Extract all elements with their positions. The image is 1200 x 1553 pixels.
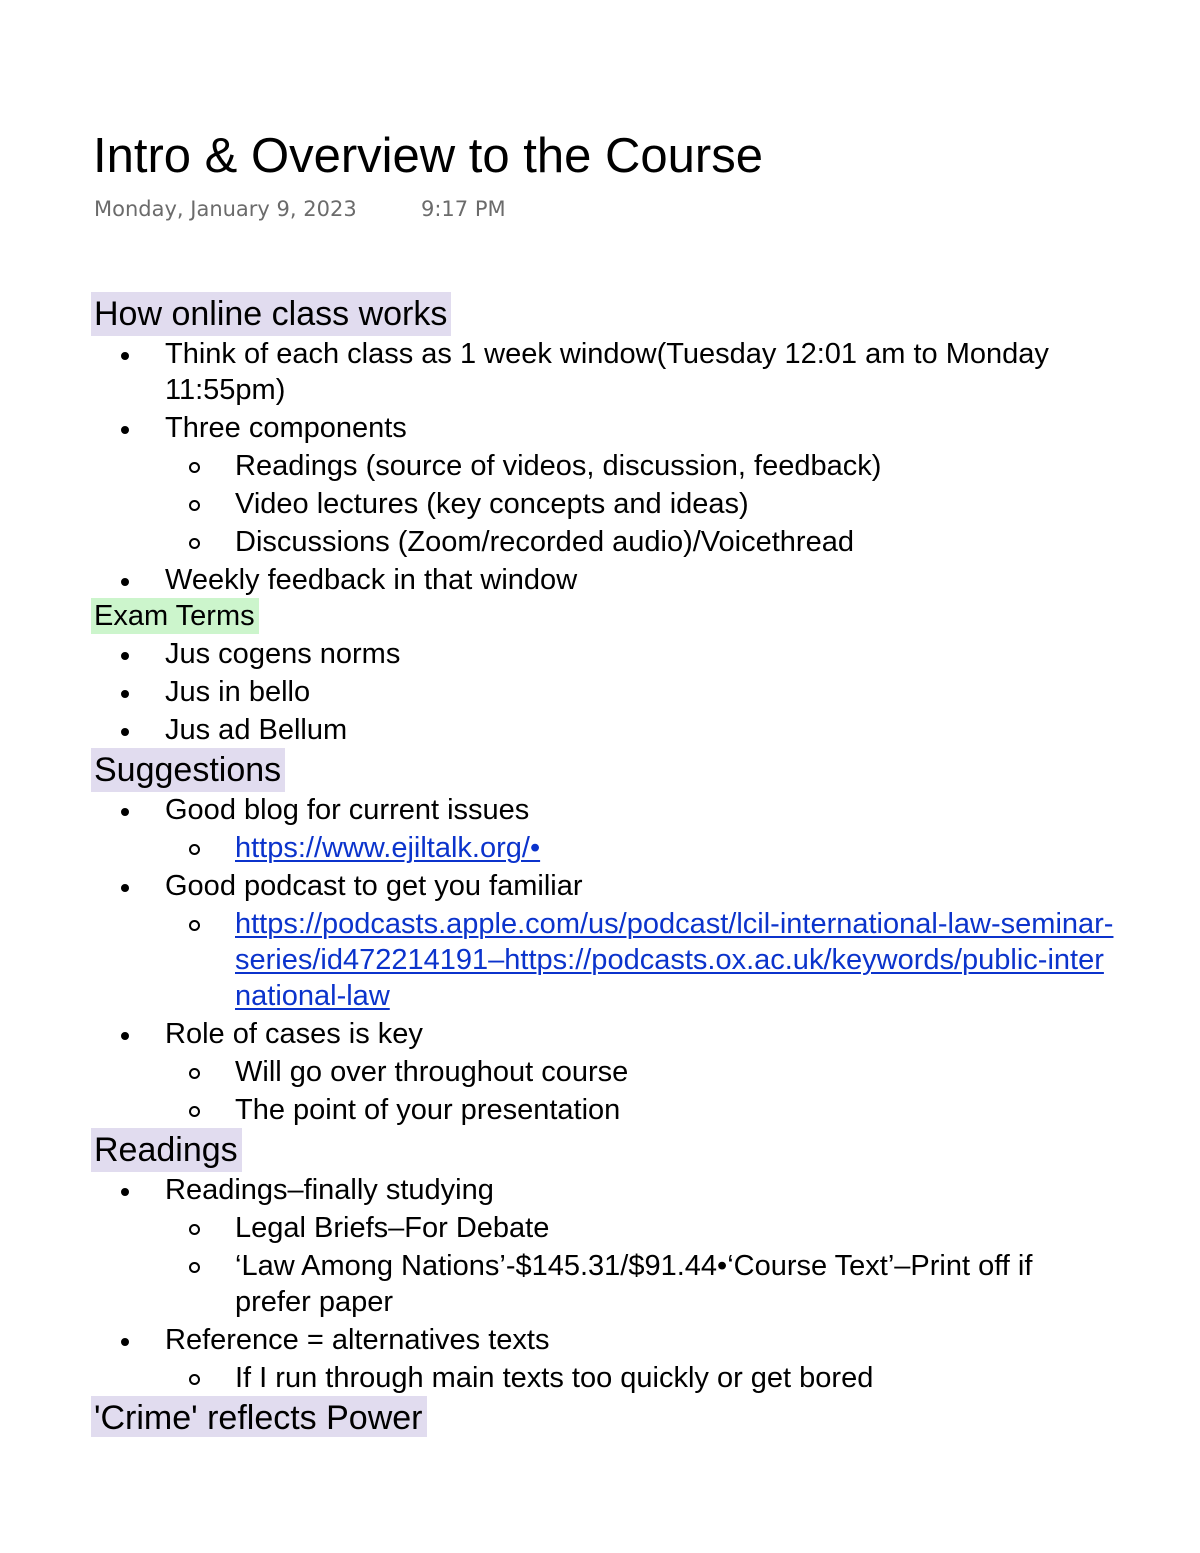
list-item-text: The point of your presentation	[235, 1094, 621, 1126]
list-item	[0, 448, 1200, 484]
list-item	[0, 524, 1200, 560]
list-item	[0, 1054, 1200, 1090]
circle-bullet-icon	[189, 1224, 200, 1235]
list-item-text: Think of each class as 1 week window(Tuesday 12:01 am to Monday 11:55pm)	[165, 338, 1049, 406]
list-item	[0, 336, 1200, 408]
bullet-icon	[121, 728, 129, 736]
list-item	[0, 1248, 1200, 1320]
section-exam	[0, 598, 1200, 636]
list-item-text: ‘Law Among Nations’-$145.31/$91.44•‘Course Text’–Print off if prefer paper	[235, 1250, 1033, 1318]
bullet-icon	[121, 1188, 129, 1196]
list-item-text: Good podcast to get you familiar	[165, 870, 583, 902]
section-suggestions	[0, 748, 1200, 792]
circle-bullet-icon	[189, 500, 200, 511]
circle-bullet-icon	[189, 920, 200, 931]
list-item-text: Reference = alternatives texts	[165, 1324, 550, 1356]
list-item	[0, 830, 1200, 866]
bullet-icon	[121, 808, 129, 816]
section-readings	[0, 1128, 1200, 1172]
list-item	[0, 674, 1200, 710]
page-date: Monday, January 9, 2023	[94, 197, 357, 221]
list-item-text: Jus in bello	[165, 676, 311, 708]
list-item-text: Video lectures (key concepts and ideas)	[235, 488, 749, 520]
list-item-text: Discussions (Zoom/recorded audio)/Voicethread	[235, 526, 854, 558]
circle-bullet-icon	[189, 1262, 200, 1273]
list-item-text: Three components	[165, 412, 407, 444]
list-item-text: Jus ad Bellum	[165, 714, 348, 746]
bullet-icon	[121, 690, 129, 698]
list-item-text: Legal Briefs–For Debate	[235, 1212, 550, 1244]
list-item-text: Will go over throughout course	[235, 1056, 629, 1088]
circle-bullet-icon	[189, 844, 200, 855]
list-item-text: Good blog for current issues	[165, 794, 530, 826]
podcast-link[interactable]: https://podcasts.apple.com/us/podcast/lcil-international-law-seminar-series/id472214191–https://podcasts.ox.ac.uk/keywords/public-international-law	[235, 908, 1114, 1012]
bullet-icon	[121, 652, 129, 660]
list-item	[0, 636, 1200, 672]
bullet-icon	[121, 1032, 129, 1040]
list-readings	[0, 1172, 1200, 1396]
list-item	[0, 1092, 1200, 1128]
page-title: Intro & Overview to the Course	[93, 129, 763, 183]
list-item	[0, 712, 1200, 748]
bullet-icon	[121, 352, 129, 360]
list-item-text: Readings (source of videos, discussion, feedback)	[235, 450, 882, 482]
list-item	[0, 1322, 1200, 1358]
page-time: 9:17 PM	[421, 197, 506, 221]
list-exam	[0, 636, 1200, 748]
heading-exam: Exam Terms	[91, 598, 259, 634]
note-content	[0, 292, 1200, 1437]
heading-readings: Readings	[91, 1128, 242, 1172]
section-crime	[0, 1396, 1200, 1437]
list-item	[0, 906, 1200, 1014]
list-item	[0, 1172, 1200, 1208]
bullet-icon	[121, 426, 129, 434]
list-item-text: Weekly feedback in that window	[165, 564, 578, 596]
list-item-text: Readings–finally studying	[165, 1174, 494, 1206]
page-meta	[94, 196, 506, 222]
list-item	[0, 1016, 1200, 1052]
circle-bullet-icon	[189, 1068, 200, 1079]
list-item-text: Jus cogens norms	[165, 638, 401, 670]
list-item-text: Role of cases is key	[165, 1018, 423, 1050]
list-item	[0, 1360, 1200, 1396]
blog-link[interactable]: https://www.ejiltalk.org/•	[235, 832, 541, 864]
circle-bullet-icon	[189, 1374, 200, 1385]
circle-bullet-icon	[189, 462, 200, 473]
list-item	[0, 410, 1200, 446]
circle-bullet-icon	[189, 538, 200, 549]
list-item-text: If I run through main texts too quickly or get bored	[235, 1362, 874, 1394]
bullet-icon	[121, 1338, 129, 1346]
section-online	[0, 292, 1200, 336]
list-item	[0, 792, 1200, 828]
list-item	[0, 562, 1200, 598]
list-item	[0, 1210, 1200, 1246]
heading-online: How online class works	[91, 292, 451, 336]
list-item	[0, 868, 1200, 904]
circle-bullet-icon	[189, 1106, 200, 1117]
bullet-icon	[121, 578, 129, 586]
heading-suggestions: Suggestions	[91, 748, 285, 792]
heading-crime: 'Crime' reflects Power	[91, 1396, 427, 1437]
list-item	[0, 486, 1200, 522]
list-suggestions	[0, 792, 1200, 1128]
bullet-icon	[121, 884, 129, 892]
list-online	[0, 336, 1200, 598]
